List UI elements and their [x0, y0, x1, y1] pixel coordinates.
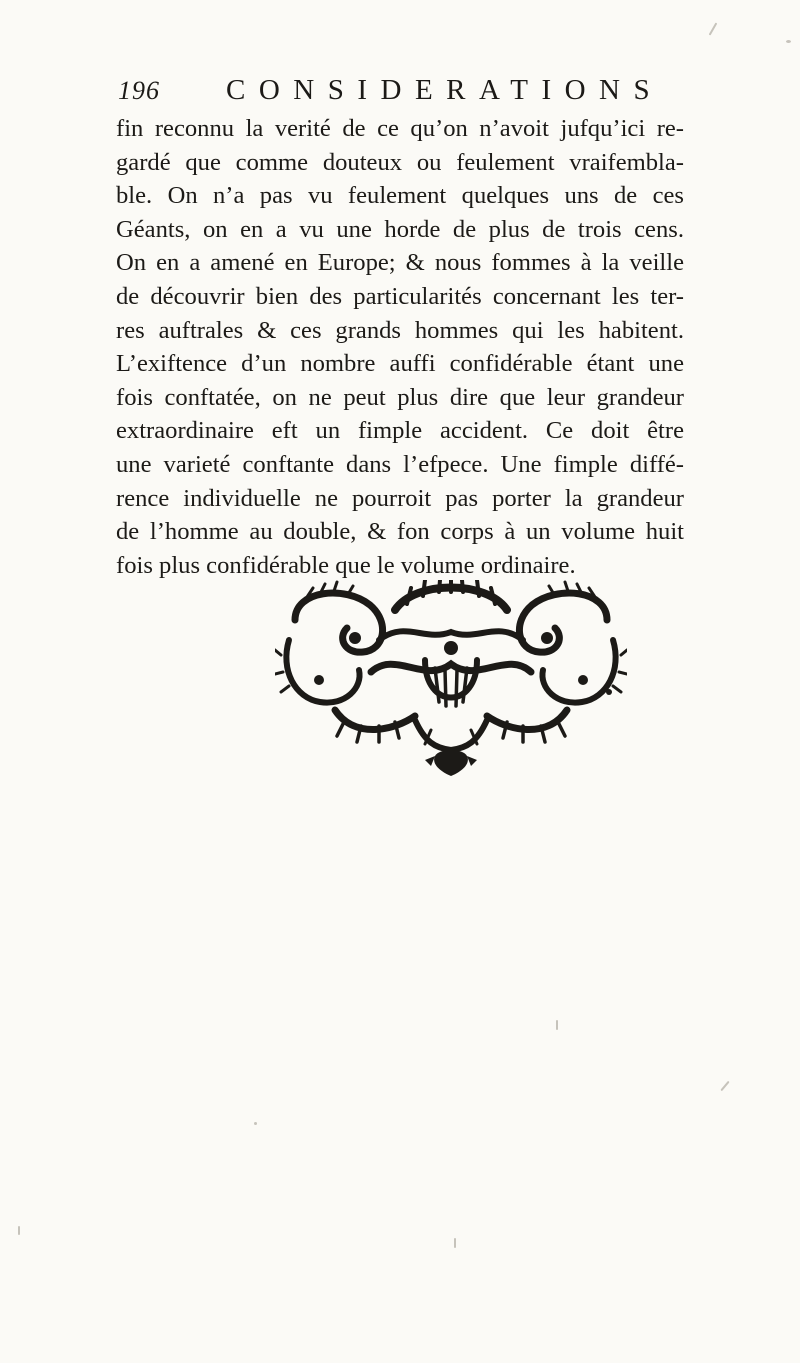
text-line: L’exiftence d’un nombre auffi confidérable étant une: [116, 350, 684, 378]
text-line: rence individuelle ne pourroit pas porter la grandeur: [116, 484, 684, 512]
text-line: ble. On n’a pas vu feulement quelques uns de ces: [116, 182, 684, 210]
paper-speck: [254, 1122, 257, 1125]
text-line: extraordinaire eft un fimple accident. Ce doit être: [116, 417, 684, 445]
page-header: [118, 72, 678, 112]
running-title: CONSIDERATIONS: [226, 74, 664, 106]
page-number: 196: [118, 76, 160, 105]
text-line: une varieté conftante dans l’efpece. Une fimple diffé-: [116, 450, 684, 478]
text-line: fois conftatée, on ne peut plus dire que leur grandeur: [116, 383, 684, 411]
text-line: fin reconnu la verité de ce qu’on n’avoit jufqu’ici re-: [116, 115, 684, 142]
text-line: fois plus confidérable que le volume ordinaire.: [116, 551, 576, 579]
text-line: de découvrir bien des particularités concernant les ter-: [116, 282, 684, 310]
text-line: Géants, on en a vu une horde de plus de trois cens.: [116, 215, 684, 243]
paper-speck: [454, 1238, 456, 1248]
paper-speck: [786, 40, 791, 43]
body-text: [116, 112, 684, 582]
text-line: gardé que comme douteux ou feulement vraifembla-: [116, 148, 684, 176]
text-line: de l’homme au double, & fon corps à un volume huit: [116, 518, 684, 546]
text-line: On en a amené en Europe; & nous fommes à la veille: [116, 249, 684, 277]
paper-speck: [556, 1020, 558, 1030]
paper-speck: [720, 1081, 729, 1091]
paper-speck: [709, 22, 718, 35]
text-line: res auftrales & ces grands hommes qui les habitent.: [116, 316, 684, 344]
fleuron-ornament-icon: [275, 580, 627, 778]
paper-speck: [18, 1226, 20, 1235]
